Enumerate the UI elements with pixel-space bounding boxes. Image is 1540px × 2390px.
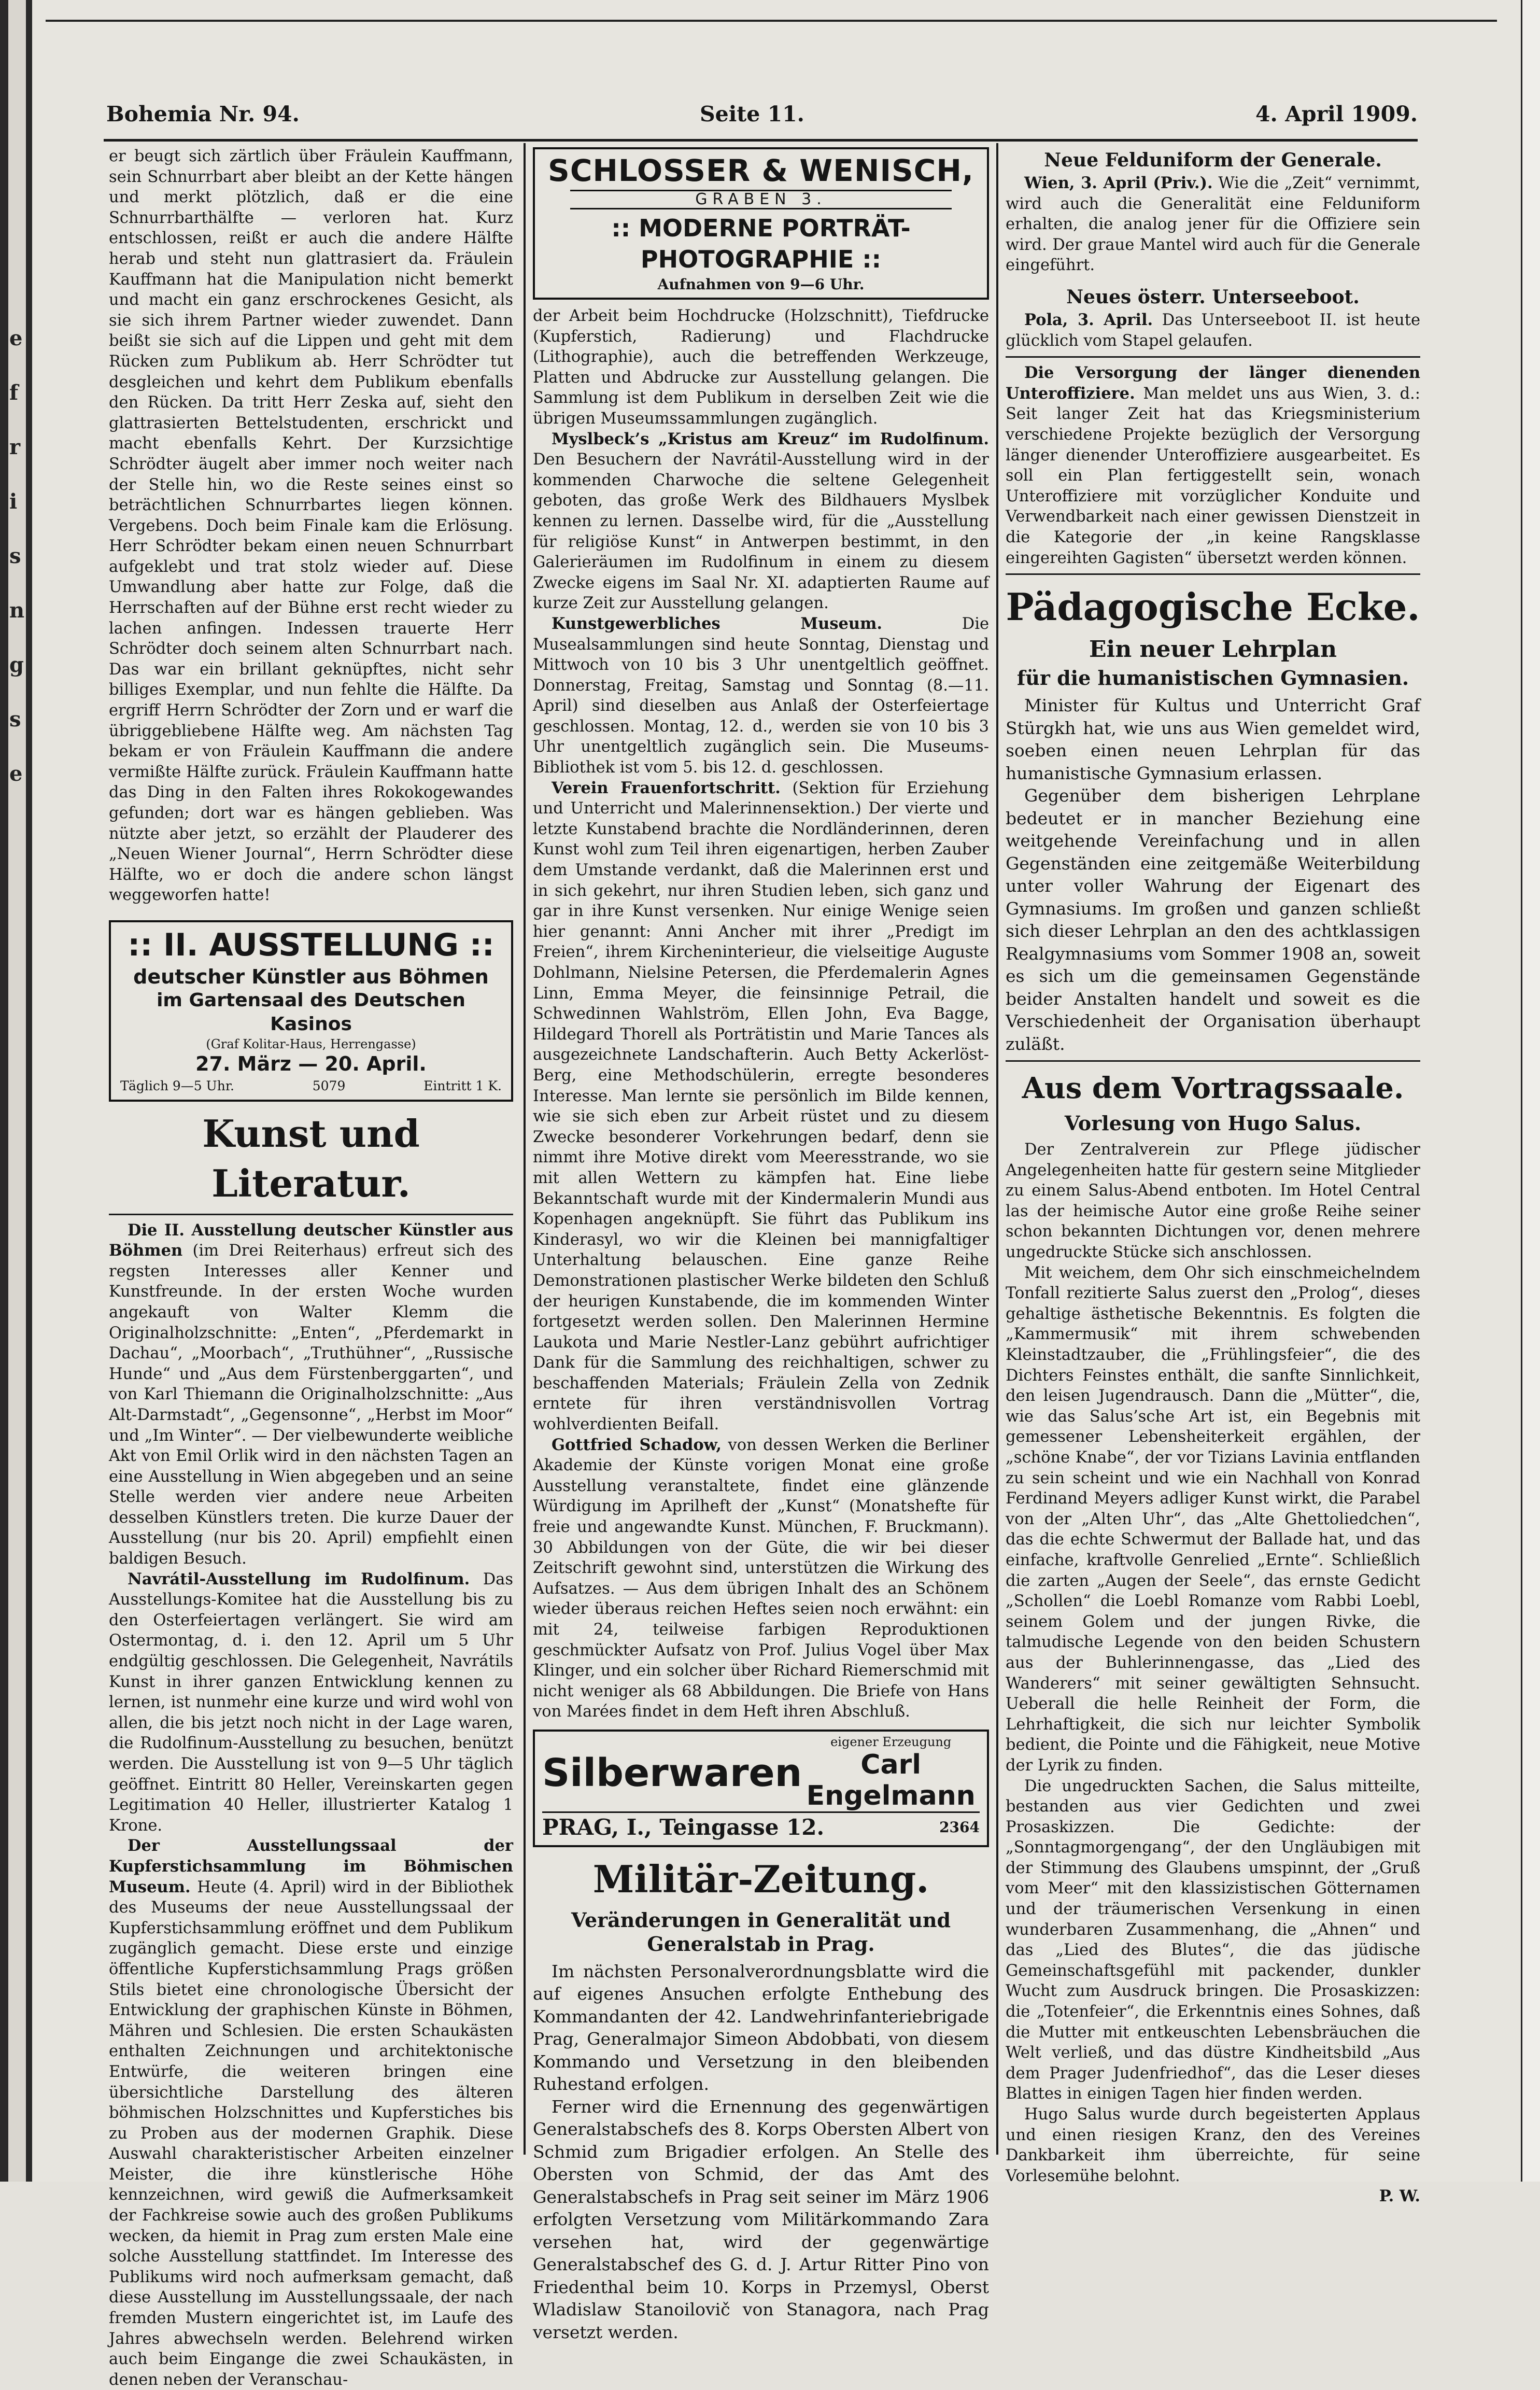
section-title-militaer: Militär-Zeitung.: [592, 1857, 929, 1901]
article-text: Der Zentralverein zur Pflege jüdischer Angelegenheiten hatte für gestern seine Mitglieder zu einem Salus-Abend entboten. Im Hotel Central las der heimische Autor eine große Reihe seiner schon bekannten Dichtungen vor, denen mehrere ungedruckte Stücke sich anschlossen.: [1006, 1141, 1420, 1262]
article-heading: Neue Felduniform der Generale.: [1044, 149, 1382, 171]
article-text: Navrátil-Ausstellung im Rudolfinum. Das Ausstellungs-Komitee hat die Ausstellung bis zu den Osterfeiertagen verlängert. Sie wird am Ostermontag, d. i. den 12. April um 5 Uhr endgültig geschlossen. Die Gelegenheit, Navrátils Kunst in ihrer ganzen Entwicklung kennen zu lernen, ist nunmehr eine kurze und wird wohl von allen, die bis jetzt noch nicht in der Lage waren, die Rudolfinum-Ausstellung zu besuchen, benützt werden. Die Ausstellung ist von 9—5 Uhr täglich geöffnet. Eintritt 80 Heller, Vereinskarten gegen Legitimation 40 Heller, illustrierter Katalog 1 Krone.: [109, 1569, 513, 1835]
adjacent-page-letters: e f r i s n g s e: [9, 326, 25, 786]
ad-merchant: Carl Engelmann: [806, 1749, 976, 1811]
column-rule-2: [996, 143, 998, 2155]
column-2: [533, 146, 989, 2342]
article-text: Myslbeck’s „Kristus am Kreuz“ im Rudolfinum. Den Besuchern der Navrátil-Ausstellung wird in der kommenden Charwoche die seltene Gelegenheit geboten, das große Werk des Bildhauers Myslbek kennen zu lernen. Dasselbe wird, für die „Ausstellung für religiöse Kunst“ in Antwerpen bestimmt, in den Galerieräumen im Rudolfinum in einem zu diesem Zwecke eigens im Saal Nr. XI. adaptierten Raume auf kurze Zeit zur Ausstellung gelangen.: [533, 429, 989, 613]
header-date: 4. April 1909.: [1255, 102, 1418, 126]
article-text: Wien, 3. April (Priv.). Wie die „Zeit“ vernimmt, wird auch die Generalität eine Felduniform erhalten, die analog jener für die Offiziere sein wird. Der graue Mantel wird auch für die Generale eingeführt.: [1006, 174, 1420, 275]
ad-number: 2364: [939, 1818, 980, 1836]
article-heading: Veränderungen in Generalität und Generalstab in Prag.: [571, 1908, 951, 1956]
header-paper-number: Bohemia Nr. 94.: [106, 102, 300, 126]
article-text: Pola, 3. April. Das Unterseeboot II. ist heute glücklich vom Stapel gelaufen.: [1006, 310, 1420, 350]
article-text: Die II. Ausstellung deutscher Künstler aus Böhmen (im Drei Reiterhaus) erfreut sich des regsten Interesses aller Kenner und Kunstfreunde. In der ersten Woche wurden angekauft von Walter Klemm die Originalholzschnitte: „Enten“, „Pferdemarkt in Dachau“, „Moorbach“, „Truthühner“, „Russische Hunde“ und „Aus dem Fürstenberggarten“, und von Karl Thiemann die Originalholzschnitte: „Aus Alt-Darmstadt“, „Gegensonne“, „Herbst im Moor“ und „Im Winter“. — Der vielbewunderte weibliche Akt von Emil Orlik wird in den nächsten Tagen an eine Ausstellung in Wien abgegeben und an seine Stelle werden vier andere neue Arbeiten desselben Künstlers treten. Die kurze Dauer der Ausstellung (nur bis 20. April) empfiehlt einen baldigen Besuch.: [109, 1220, 513, 1568]
article-text: Gottfried Schadow, von dessen Werken die Berliner Akademie der Künste vorigen Monat eine große Ausstellung veranstaltete, findet eine glänzende Würdigung im Aprilheft der „Kunst“ (Monatshefte für freie und angewandte Kunst. München, F. Bruckmann). 30 Abbildungen von der Güte, die wir bei dieser Zeitschrift gewohnt sind, unterstützen die Wirkung des Aufsatzes. — Aus dem übrigen Inhalt des an Schönem wieder überaus reichen Heftes seien noch erwähnt: ein mit 24, teilweise farbigen Reproduktionen geschmückter Aufsatz von Prof. Julius Vogel über Max Klinger, und ein solcher über Richard Riemerschmid mit nicht weniger als 68 Abbildungen. Die Briefe von Hans von Marées findet in dem Heft ihren Abschluß.: [533, 1435, 989, 1721]
ad-hours: Aufnahmen von 9—6 Uhr.: [657, 276, 865, 293]
article-text: Der Ausstellungssaal der Kupferstichsammlung im Böhmischen Museum. Heute (4. April) wird in der Bibliothek des Museums der neue Ausstellungssaal der Kupferstichsammlung eröffnet und dem Publikum zugänglich gemacht. Diese erste und einzige öffentliche Kupferstichsammlung Prags größen Stils bietet eine chronologische Übersicht der Entwicklung der graphischen Künste in Böhmen, Mähren und Schlesien. Die ersten Schaukästen enthalten Zeichnungen und architektonische Entwürfe, die weiteren bringen eine übersichtliche Darstellung des älteren böhmischen Holzschnittes und Kupferstiches bis zu Proben aus der modernen Graphik. Diese Auswahl charakteristischer Arbeiten einzelner Meister, die ihre künstlerische Höhe kennzeichnen, wird gewiß die Aufmerksamkeit der Fachkreise sowie auch des großen Publikums wecken, da hiemit in Prag zum ersten Male eine solche Ausstellung stattfindet. Im Interesse des Publikums wird noch aufmerksam gemacht, daß diese Ausstellung im Ausstellungssaale, der nach fremden Mustern eingerichtet ist, im Laufe des Jahres abwechseln werden. Belehrend wirken auch beim Eingange die zwei Schaukästen, in denen neben der Veranschau-: [109, 1836, 513, 2389]
article-heading: Vorlesung von Hugo Salus.: [1064, 1112, 1362, 1135]
ad-address: (Graf Kolitar-Haus, Herrengasse): [206, 1036, 416, 1051]
column-1: [109, 146, 513, 2389]
ad-title: :: II. AUSSTELLUNG ::: [128, 926, 495, 963]
article-heading: Ein neuer Lehrplan: [1089, 636, 1337, 663]
article-text: Kunstgewerbliches Museum. Die Musealsammlungen sind heute Sonntag, Dienstag und Mittwoch von 10 bis 3 Uhr unentgeltlich geöffnet. Donnerstag, Freitag, Samstag und Sonntag (8.—11. April) sind dieselben aus Anlaß der Osterfeiertage geschlossen. Montag, 12. d., werden sie von 10 bis 3 Uhr unentgeltlich zugänglich sein. Die Museums-Bibliothek ist vom 5. bis 12. d. geschlossen.: [533, 614, 989, 777]
article-text: Hugo Salus wurde durch begeisterten Applaus und einen riesigen Kranz, den des Vereines Dankbarkeit ihm überreichte, für seine Vorlesemühe belohnt.: [1006, 2105, 1420, 2185]
header-page-number: Seite 11.: [700, 102, 804, 126]
article-text: Die ungedruckten Sachen, die Salus mitteilte, bestanden aus vier Gedichten und zwei Prosaskizzen. Die Gedichte: der „Sonntagmorgengang“, der den Ungläubigen mit der Stimmung des Glaubens umspinnt, der „Gruß vom Meer“ mit den klassizistischen Götternamen und der träumerischen Versenkung in einen wunderbaren Zusammenhang, die „Ahnen“ und das „Lied des Blutes“, die das jüdische Gemeinschaftsgefühl mit packender, dunkler Wucht zum Ausdruck bringen. Die Prosaskizzen: die „Totenfeier“, die Erkenntnis eines Sohnes, daß die Mutter mit entkeuschten Lebensbräuchen die Welt verließ, und das düstre Kindheitsbild „Aus dem Prager Judenfriedhof“, das die Leser dieses Blattes in einigen Tagen hier finden werden.: [1006, 1777, 1420, 2103]
article-text: Verein Frauenfortschritt. (Sektion für Erziehung und Unterricht und Malerinnensektion.) Der vierte und letzte Kunstabend brachte die Nordländerinnen, deren Kunst wohl zum Teil ihren eigenartigen, herben Zauber dem Umstande verdankt, daß die Malerinnen erst und in sich gekehrt, nur ihren Studien leben, sich ganz und gar in ihre Kunst versenken. Nur einige Wenige seien hier genannt: Anni Ancher mit ihrer „Predigt im Freien“, ihrem Kircheninterieur, die vielseitige Auguste Dohlmann, Nielsine Petersen, die Pferdemalerin Agnes Linn, Emma Meyer, die feinsinnige Petrail, die Schwedinnen Wahlström, Ellen John, Eva Bagge, Hildegard Thorell als Porträtistin und Marie Tances als ausgezeichnete Landschafterin. Auch Betty Ackerlöst-Berg, eine Methodschülerin, erregte besonderes Interesse. Man lernte sie persönlich im Bilde kennen, wie sie sich eben zur Arbeit rüstet und zu diesem Zwecke besonderer Vorkehrungen bedarf, denn sie nimmt ihre Motive direkt vom Meeresstrande, wo sie mit allen Wettern zu kämpfen hat. Eine liebe Bekanntschaft wurde mit der Kindermalerin Mundi aus Kopenhagen angeknüpft. Sie führt das Publikum ins Kinderasyl, wo wir die Kleinen bei mannigfaltiger Unterhaltung belauschen. Eine ganze Reihe Demonstrationen plastischer Werke bildeten den Schluß der heurigen Kunstabende, die im kommenden Winter fortgesetzt werden sollen. Den Malerinnen Hermine Laukota und Marie Nestler-Lanz gebührt aufrichtiger Dank für die Sammlung des reichhaltigen, schwer zu beschaffenden Materials; Fräulein Zella von Zednik erntete für ihren verständnisvollen Vortrag wohlverdienten Beifall.: [533, 778, 989, 1434]
author-signature: P. W.: [1379, 2187, 1420, 2206]
ad-dates: 27. März — 20. April.: [195, 1052, 427, 1075]
ad-product: Silberwaren: [542, 1750, 802, 1795]
article-text: er beugt sich zärtlich über Fräulein Kauffmann, sein Schnurrbart aber bleibt an der Kette hängen und merkt plötzlich, daß er die eine Schnurrbarthälfte — verloren hat. Kurz entschlossen, reißt er auch die andere Hälfte herab und steht nun glattrasiert da. Fräulein Kauffmann hat die Manipulation nicht bemerkt und macht ein ganz erschrockenes Gesicht, als sie sich ihrem Partner wieder zuwendet. Dann beißt sie sich auf die Lippen und geht mit dem Rücken zum Publikum ab. Herr Schrödter tut desgleichen und kehrt dem Publikum ebenfalls den Rücken. Da tritt Herr Zeska auf, sieht den glattrasierten Bettelstudenten, erschrickt und macht ebenfalls Kehrt. Der Kurzsichtige Schrödter äugelt aber immer noch weiter nach der Stelle hin, wo die Reste seines einst so beträchtlichen Schnurrbartes liegen können. Vergebens. Doch beim Finale kam die Erlösung. Herr Schrödter bekam einen neuen Schnurrbart aufgeklebt und trat stolz wieder auf. Diese Umwandlung aber hatte zur Folge, daß die Herrschaften auf der Bühne erst recht wieder zu lachen anfingen. Indessen trauerte Herr Schrödter doch seinem alten Schnurrbart nach. Das war ein brillant geknüpftes, nicht sehr billiges Exemplar, und nun fehlte die Hälfte. Da ergriff Herrn Schrödter der Zorn und er warf die übriggebliebene Hälfte weg. Am nächsten Tag bekam er von Fräulein Kauffmann die andere vermißte Hälfte zurück. Fräulein Kauffmann hatte das Ding in den Falten ihres Rokokogewandes gefunden; dort war es hängen geblieben. Was nützte aber jetzt, so erzählt der Plauderer des „Neuen Wiener Journal“, Herrn Schrödter diese Hälfte, wo er doch die andere schon längst weggeworfen hatte!: [109, 147, 513, 905]
section-title-kunst: Kunst und Literatur.: [202, 1111, 420, 1205]
section-title-paedagogik: Pädagogische Ecke.: [1006, 585, 1420, 629]
column-rule-1: [524, 143, 526, 2155]
article-text: Gegenüber dem bisherigen Lehrplane bedeutet er in mancher Beziehung eine weitgehende Vereinfachung und in allen Gegenständen eine zeitgemäße Weiterbildung unter voller Wahrung der Eigenart des Gymnasiums. Im großen und ganzen schließt sich dieser Lehrplan an den des achtklassigen Realgymnasiums vom Sommer 1908 an, soweit es sich um die gemeinsamen Gegenstände beider Anstalten handelt und soweit es die Verschiedenheit der Organisation überhaupt zuläßt.: [1006, 785, 1420, 1054]
ad-hours: Täglich 9—5 Uhr.: [120, 1078, 234, 1093]
photography-advertisement: [533, 147, 989, 300]
section-title-vortragssaal: Aus dem Vortragssaale.: [1022, 1071, 1404, 1106]
article-text: Mit weichem, dem Ohr sich einschmeichelndem Tonfall rezitierte Salus zuerst den „Prolog“, dieses gehaltige ästhetische Bekenntnis. Es folgten die „Kammermusik“ mit ihrem schwebenden Kleinstadtzauber, die „Frühlingsfeier“, die des Dichters Feinstes enthält, die sanfte Sinnlichkeit, den leisen Jugendrausch. Dann die „Mütter“, die, wie das Salus’sche Art ist, ein Begebnis mit gemessener Lebensheiterkeit ergählen, der „schöne Knabe“, der vor Tizians Lavinia entflanden zu sein scheint und wie ein Nachhall von Konrad Ferdinand Meyers adliger Kunst wirkt, die Parabel von der „Alten Uhr“, das „Alte Ghettoliedchen“, das die echte Schwermut der Ballade hat, und das einfache, kraftvolle Genrelied „Ernte“. Schließlich die zarten „Augen der Seele“, das ernste Gedicht „Schollen“ die Loebl Romanze vom Rabbi Loebl, seinem Golem und der jungen Rivke, die talmudische Legende von den beiden Schustern aus der Buhlerinnengasse, das „Lied des Wanderers“ mit seiner gewältigten Sehnsucht. Ueberall die helle Reinheit der Form, die Lehrhaftigkeit, die sich nur leichter Symbolik bedient, die Pointe und die Fähigkeit, neue Motive der Lyrik zu finden.: [1006, 1263, 1420, 1775]
ad-entry: Eintritt 1 K.: [423, 1078, 502, 1093]
ad-venue: im Gartensaal des Deutschen Kasinos: [157, 989, 465, 1035]
ad-address: PRAG, I., Teingasse 12.: [542, 1814, 825, 1840]
article-text: Die Versorgung der länger dienenden Unteroffiziere. Man meldet uns aus Wien, 3. d.: Seit langer Zeit hat das Kriegsministerium verschiedene Projekte bezüglich der Versorgung länger dienender Unteroffiziere ausgearbeitet. Es soll ein Plan fertiggestellt sein, wonach Unteroffiziere mit vorzüglicher Konduite und Verwendbarkeit nach einer gewissen Dienstzeit in die Kategorie der „in keine Rangsklasse eingereihten Gagisten“ übersetzt werden können.: [1006, 363, 1420, 567]
ad-service: :: MODERNE PORTRÄT-PHOTOGRAPHIE ::: [611, 214, 911, 273]
header-rule: [104, 139, 1418, 142]
silverware-advertisement: [533, 1730, 989, 1847]
article-text: Minister für Kultus und Unterricht Graf Stürgkh hat, wie uns aus Wien gemeldet wird, soeben einen neuen Lehrplan für das humanistische Gymnasium erlassen.: [1006, 695, 1420, 783]
article-text: Ferner wird die Ernennung des gegenwärtigen Generalstabschefs des 8. Korps Obersten Albert von Schmid zum Brigadier erfolgen. An Stelle des Obersten von Schmid, der das Amt des Generalstabschefs in Prag seit seiner im März 1906 erfolgten Versetzung vom Militärkommando Zara versehen hat, wird der gegenwärtige Generalstabschef des G. d. J. Artur Ritter Pino von Friedenthal beim 10. Korps in Przemysl, Oberst Wladislaw Stanoilovič von Stanagora, nach Prag versetzt werden.: [533, 2096, 989, 2342]
article-subheading: für die humanistischen Gymnasien.: [1016, 666, 1409, 690]
article-heading: Neues österr. Unterseeboot.: [1066, 286, 1360, 308]
ad-street: GRABEN 3.: [570, 190, 952, 209]
ad-company-name: SCHLOSSER & WENISCH,: [548, 153, 974, 188]
ad-footer-row: [115, 1076, 507, 1096]
article-text: der Arbeit beim Hochdrucke (Holzschnitt), Tiefdrucke (Kupferstich, Radierung) und Flachdrucke (Lithographie), auch die betreffenden Werkzeuge, Platten und Abdrucke zur Ausstellung gelangen. Die Sammlung ist dem Publikum in derselben Zeit wie die übrigen Museumssammlungen zugänglich.: [533, 307, 989, 428]
exhibition-advertisement: [109, 920, 513, 1102]
ad-subtitle: deutscher Künstler aus Böhmen: [133, 965, 489, 988]
scan-top-line: [46, 20, 1497, 22]
ad-number: 5079: [312, 1078, 346, 1093]
adjacent-page-strip: [0, 0, 32, 2182]
ad-tagline: eigener Erzeugung: [830, 1734, 952, 1749]
article-text: Im nächsten Personalverordnungsblatte wird die auf eigenes Ansuchen erfolgte Enthebung des Kommandanten der 42. Landwehrinfanteriebrigade Prag, Generalmajor Simeon Abdobbati, von diesem Kommando und Versetzung in den bleibenden Ruhestand erfolgen.: [533, 1961, 989, 2094]
page-edge-right: [1521, 0, 1540, 2182]
column-3: [1006, 146, 1420, 2206]
page-header: [106, 102, 1418, 133]
